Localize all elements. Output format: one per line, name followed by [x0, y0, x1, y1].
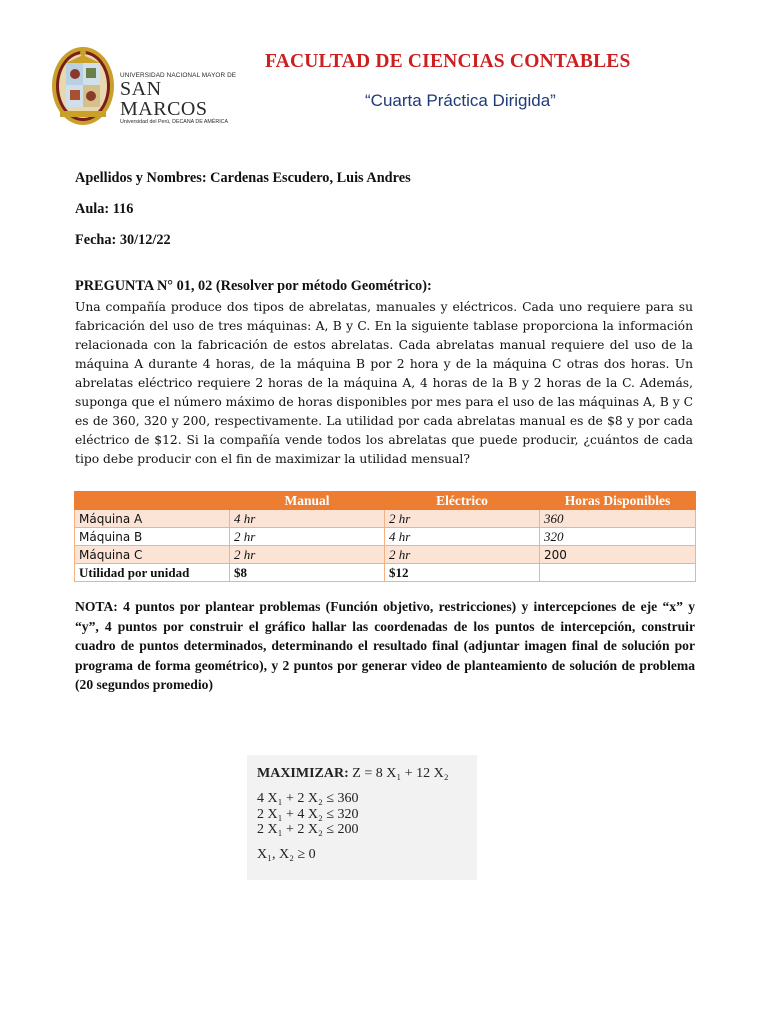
table-cell: 4 hr	[385, 528, 540, 546]
student-aula: Aula: 116	[75, 201, 134, 217]
constraint: 2 X₁ + 4 X₂ ≤ 320	[257, 806, 359, 822]
table-header-row	[75, 492, 696, 510]
table-cell: Máquina A	[75, 510, 230, 528]
practice-title: “Cuarta Práctica Dirigida”	[365, 91, 556, 110]
objective-expression: Z = 8 X₁ + 12 X₂	[352, 766, 449, 781]
table-cell: Máquina B	[75, 528, 230, 546]
university-seal-icon	[50, 45, 116, 127]
faculty-title: FACULTAD DE CIENCIAS CONTABLES	[265, 51, 631, 72]
table-row	[75, 546, 696, 564]
table-cell: 2 hr	[230, 528, 385, 546]
grading-note: NOTA: 4 puntos por plantear problemas (Función objetivo, restricciones) y intercepciones de eje “x” y “y”, 4 puntos por construir el gráfico hallar las coordenadas de los puntos de intercepción, construir cuadro de puntos determinados, determinando el resultado final (adjuntar imagen final de solución por programa de forma geométrico), y 2 puntos por generar video de planteamiento de solución de problema (20 segundos promedio)	[75, 599, 695, 692]
table-row	[75, 510, 696, 528]
university-name-line2: SAN MARCOS	[120, 78, 208, 120]
table-cell: 360	[540, 510, 696, 528]
question-title: PREGUNTA N° 01, 02 (Resolver por método Geométrico):	[75, 278, 432, 294]
constraint: 4 X₁ + 2 X₂ ≤ 360	[257, 791, 359, 806]
constraint: 2 X₁ + 2 X₂ ≤ 200	[257, 822, 359, 837]
university-motto: Universidad del Perú, DECANA DE AMÉRICA	[120, 119, 229, 125]
objective-function	[257, 765, 477, 783]
table-header-cell: Horas Disponibles	[540, 492, 696, 510]
table-header-cell: Eléctrico	[385, 492, 540, 510]
table-cell: Utilidad por unidad	[75, 564, 230, 582]
machine-hours-table	[74, 491, 696, 582]
student-fecha: Fecha: 30/12/22	[75, 232, 171, 248]
university-name-line1: UNIVERSIDAD NACIONAL MAYOR DE	[120, 72, 237, 79]
table-cell: 4 hr	[230, 510, 385, 528]
table-cell: 2 hr	[230, 546, 385, 564]
table-row	[75, 564, 696, 582]
table-cell	[540, 564, 696, 582]
table-cell: 2 hr	[385, 546, 540, 564]
objective-label: MAXIMIZAR:	[257, 766, 349, 781]
lp-model-box	[247, 755, 477, 880]
university-logo	[50, 45, 245, 127]
table-row	[75, 528, 696, 546]
table-cell: $12	[385, 564, 540, 582]
table-cell: 2 hr	[385, 510, 540, 528]
table-cell: 320	[540, 528, 696, 546]
university-name	[120, 72, 245, 125]
table-cell: Máquina C	[75, 546, 230, 564]
question-body: Una compañía produce dos tipos de abrelatas, manuales y eléctricos. Cada uno requiere para su fabricación del uso de tres máquinas: A, B y C. En la siguiente tablase proporciona la información relacionada con la fabricación de estos abrelatas. Cada abrelatas manual requiere del uso de la máquina A durante 4 horas, de la máquina B por 2 hora y de la máquina C otras dos horas. Un abrelatas eléctrico requiere 2 horas de la máquina A, 4 horas de la B y 2 horas de la C. Además, suponga que el número máximo de horas disponibles por mes para el uso de las máquinas A, B y C es de 360, 320 y 200, respectivamente. La utilidad por cada abrelatas manual es de $8 y por cada eléctrico de $12. Si la compañía vende todos los abrelatas que puede producir, ¿cuántos de cada tipo debe producir con el fin de maximizar la utilidad mensual?	[75, 300, 693, 466]
table-cell: 200	[540, 546, 696, 564]
table-header-cell: Manual	[230, 492, 385, 510]
table-cell: $8	[230, 564, 385, 582]
table-header-cell	[75, 492, 230, 510]
student-name: Apellidos y Nombres: Cardenas Escudero, Luis Andres	[75, 170, 411, 186]
nonnegativity-constraint: X₁, X₂ ≥ 0	[257, 846, 316, 862]
